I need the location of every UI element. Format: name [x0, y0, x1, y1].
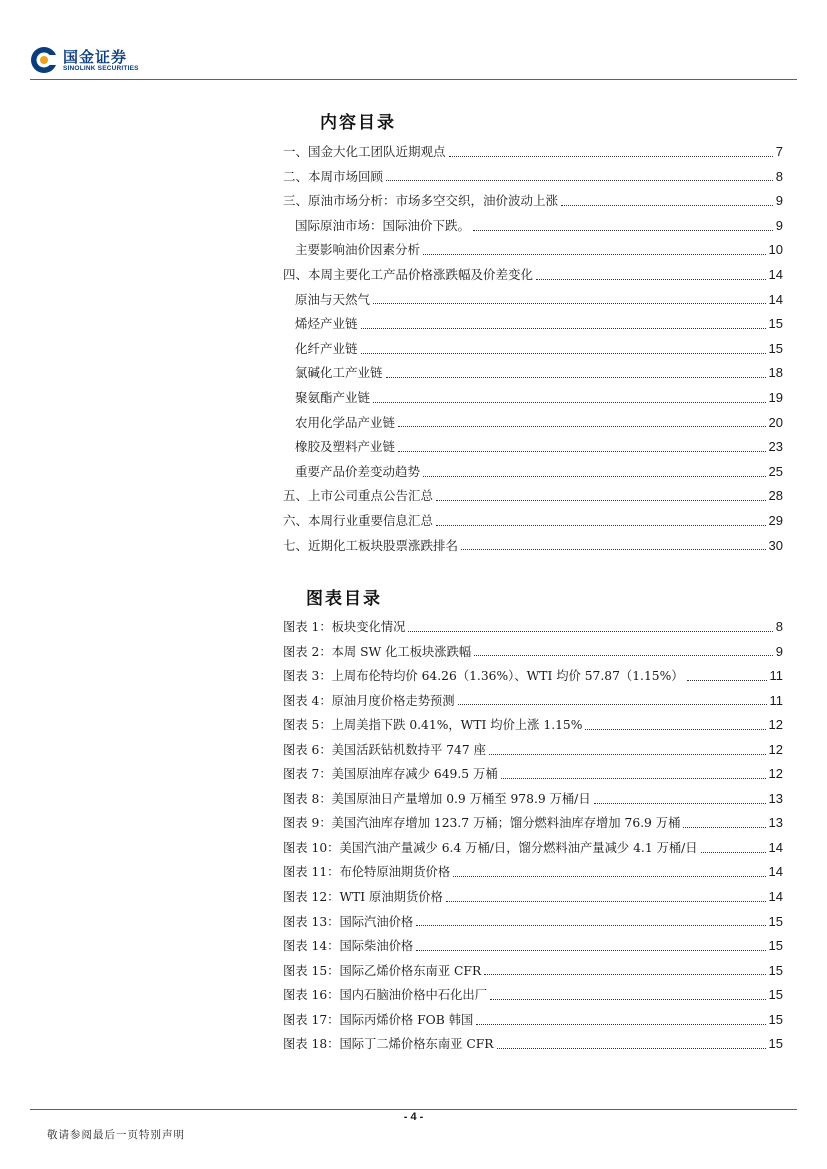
toc-entry-text[interactable]: 一、国金大化工团队近期观点 — [283, 144, 446, 159]
dot-leader — [489, 753, 766, 755]
toc-entry-text[interactable]: 聚氨酯产业链 — [295, 389, 371, 405]
toc-row[interactable] — [283, 263, 783, 288]
figure-entry-text[interactable]: 图表 18：国际丁二烯价格东南亚 CFR — [283, 1037, 494, 1052]
toc-entry-text[interactable]: 五、上市公司重点公告汇总 — [283, 488, 434, 504]
figure-row[interactable] — [283, 1008, 783, 1033]
dot-leader — [501, 777, 766, 779]
figure-row[interactable] — [283, 664, 783, 689]
toc-entry-page[interactable]: 20 — [768, 414, 783, 430]
figure-entry-text[interactable]: 图表 6：美国活跃钻机数持平 747 座 — [283, 742, 486, 757]
dot-leader — [436, 499, 766, 501]
figure-entry-page[interactable]: 15 — [768, 987, 783, 1003]
figure-row[interactable] — [283, 934, 783, 959]
dot-leader — [497, 1047, 766, 1049]
toc-row[interactable] — [283, 214, 783, 239]
dot-leader — [436, 524, 766, 526]
dot-leader — [484, 973, 765, 975]
dot-leader — [416, 949, 765, 951]
figure-row[interactable] — [283, 910, 783, 935]
figure-entry-text[interactable]: 图表 4：原油月度价格走势预测 — [283, 693, 455, 708]
figure-entry-text[interactable]: 图表 13：国际汽油价格 — [283, 914, 414, 929]
figure-entry-page[interactable]: 11 — [769, 668, 783, 684]
figure-entry-text[interactable]: 图表 9：美国汽油库存增加 123.7 万桶；馏分燃料油库存增加 76.9 万桶 — [283, 816, 681, 831]
figure-entry-text[interactable]: 图表 3：上周布伦特均价 64.26（1.36%）、WTI 均价 57.87（1.15%） — [283, 669, 684, 684]
figure-entry-text[interactable]: 图表 11：布伦特原油期货价格 — [283, 865, 451, 880]
dot-leader — [536, 278, 766, 280]
dot-leader — [408, 630, 772, 632]
dot-leader — [449, 155, 773, 157]
toc-entry-text[interactable]: 四、本周主要化工产品价格涨跌幅及价差变化 — [283, 266, 534, 282]
figures-title: 图表目录 — [306, 589, 382, 609]
dot-leader — [416, 924, 765, 926]
figure-entry-text[interactable]: 图表 16：国内石脑油价格中石化出厂 — [283, 988, 488, 1003]
dot-leader — [474, 654, 773, 656]
dot-leader — [461, 548, 766, 550]
dot-leader — [386, 376, 766, 378]
toc-row[interactable] — [283, 361, 783, 386]
toc-row[interactable] — [283, 189, 783, 214]
toc-entry-page[interactable]: 23 — [768, 439, 783, 455]
figure-row[interactable] — [283, 959, 783, 984]
figure-entry-text[interactable]: 图表 8：美国原油日产量增加 0.9 万桶至 978.9 万桶/日 — [283, 791, 591, 806]
toc-entry-page[interactable]: 19 — [768, 389, 783, 405]
figure-row[interactable] — [283, 983, 783, 1008]
footer-divider — [30, 1109, 797, 1110]
toc-entry-page[interactable]: 25 — [768, 463, 783, 479]
toc-row[interactable] — [283, 165, 783, 190]
figure-entry-text[interactable]: 图表 17：国际丙烯价格 FOB 韩国 — [283, 1012, 474, 1027]
figure-entry-text[interactable]: 图表 7：美国原油库存减少 649.5 万桶 — [283, 767, 498, 782]
figure-list — [283, 615, 783, 1057]
toc-entry-page[interactable]: 10 — [768, 242, 783, 258]
toc-entry-page[interactable]: 9 — [775, 193, 783, 209]
toc-entry-text[interactable]: 二、本周市场回顾 — [283, 168, 384, 184]
toc-entry-text[interactable]: 氯碱化工产业链 — [295, 365, 383, 381]
figure-row[interactable] — [283, 689, 783, 714]
toc-entry-page[interactable]: 15 — [768, 316, 783, 332]
dot-leader — [594, 802, 766, 804]
toc-entry-page[interactable]: 7 — [775, 144, 783, 159]
figure-entry-page[interactable]: 14 — [768, 864, 783, 880]
toc-row[interactable] — [283, 484, 783, 509]
figure-row[interactable] — [283, 615, 783, 640]
dot-leader — [398, 450, 766, 452]
toc-entry-page[interactable]: 9 — [775, 217, 783, 233]
figure-entry-page[interactable]: 14 — [768, 889, 783, 905]
dot-leader — [453, 875, 765, 877]
figure-entry-text[interactable]: 图表 2：本周 SW 化工板块涨跌幅 — [283, 644, 472, 659]
figure-entry-page[interactable]: 15 — [768, 1011, 783, 1027]
dot-leader — [446, 900, 766, 902]
figure-row[interactable] — [283, 640, 783, 665]
toc-entry-page[interactable]: 14 — [768, 266, 783, 282]
dot-leader — [683, 826, 765, 828]
toc-entry-page[interactable]: 28 — [768, 488, 783, 504]
dot-leader — [476, 1023, 765, 1025]
toc-entry-page[interactable]: 15 — [768, 340, 783, 356]
figure-entry-page[interactable]: 12 — [768, 741, 783, 757]
toc-row[interactable] — [283, 411, 783, 436]
figure-row[interactable] — [283, 713, 783, 738]
toc-row[interactable] — [283, 288, 783, 313]
toc-entry-text[interactable]: 三、原油市场分析：市场多空交织，油价波动上涨 — [283, 193, 559, 209]
figure-row[interactable] — [283, 811, 783, 836]
toc-entry-text[interactable]: 烯烃产业链 — [295, 316, 358, 332]
figure-entry-page[interactable]: 8 — [775, 619, 783, 634]
page-number: - 4 - — [403, 1111, 424, 1123]
dot-leader — [687, 679, 767, 681]
toc-list — [283, 140, 783, 558]
figure-entry-text[interactable]: 图表 10：美国汽油产量减少 6.4 万桶/日，馏分燃料油产量减少 4.1 万桶/日 — [283, 840, 698, 855]
logo-chinese-name: 国金证券 — [63, 48, 128, 66]
dot-leader — [701, 851, 766, 853]
toc-row[interactable] — [283, 460, 783, 485]
figure-row[interactable] — [283, 1032, 783, 1057]
figure-row[interactable] — [283, 885, 783, 910]
dot-leader — [423, 253, 766, 255]
figure-entry-page[interactable]: 15 — [768, 913, 783, 929]
dot-leader — [585, 728, 765, 730]
toc-entry-text[interactable]: 橡胶及塑料产业链 — [295, 439, 396, 455]
figure-entry-text[interactable]: 图表 5：上周美指下跌 0.41%，WTI 均价上涨 1.15% — [283, 718, 583, 733]
toc-entry-text[interactable]: 六、本周行业重要信息汇总 — [283, 512, 434, 528]
figure-entry-page[interactable]: 15 — [768, 962, 783, 978]
figure-entry-page[interactable]: 14 — [768, 839, 783, 855]
toc-row[interactable] — [283, 140, 783, 165]
figure-entry-page[interactable]: 15 — [768, 1036, 783, 1052]
figure-entry-page[interactable]: 12 — [768, 766, 783, 782]
figure-entry-text[interactable]: 图表 14：国际柴油价格 — [283, 939, 414, 954]
toc-entry-text[interactable]: 农用化学品产业链 — [295, 414, 396, 430]
toc-entry-text[interactable]: 原油与天然气 — [295, 291, 371, 307]
dot-leader — [361, 352, 766, 354]
disclaimer-note: 敬请参阅最后一页特别声明 — [47, 1129, 185, 1141]
toc-title: 内容目录 — [320, 113, 396, 133]
figure-row[interactable] — [283, 762, 783, 787]
figure-entry-page[interactable]: 9 — [775, 643, 783, 659]
figure-entry-page[interactable]: 13 — [768, 815, 783, 831]
company-logo — [30, 46, 160, 76]
figure-row[interactable] — [283, 860, 783, 885]
dot-leader — [373, 401, 766, 403]
toc-row[interactable] — [283, 435, 783, 460]
toc-entry-page[interactable]: 30 — [768, 537, 783, 553]
toc-row[interactable] — [283, 386, 783, 411]
toc-entry-text[interactable]: 主要影响油价因素分析 — [295, 242, 421, 258]
page-header — [0, 0, 827, 80]
sinolink-logo-icon — [30, 46, 58, 74]
dot-leader — [423, 475, 766, 477]
logo-english-name: SINOLINK SECURITIES — [63, 65, 139, 72]
figure-entry-text[interactable]: 图表 12：WTI 原油期货价格 — [283, 890, 443, 905]
toc-row[interactable] — [283, 534, 783, 559]
figure-entry-text[interactable]: 图表 1：板块变化情况 — [283, 620, 406, 634]
dot-leader — [490, 998, 766, 1000]
dot-leader — [398, 425, 766, 427]
figure-entry-page[interactable]: 12 — [768, 717, 783, 733]
dot-leader — [373, 302, 766, 304]
dot-leader — [386, 179, 773, 181]
header-divider — [30, 79, 797, 80]
dot-leader — [458, 703, 767, 705]
figure-entry-page[interactable]: 11 — [769, 692, 783, 708]
dot-leader — [561, 204, 773, 206]
toc-entry-page[interactable]: 29 — [768, 512, 783, 528]
figure-row[interactable] — [283, 836, 783, 861]
toc-row[interactable] — [283, 337, 783, 362]
toc-entry-text[interactable]: 化纤产业链 — [295, 340, 358, 356]
dot-leader — [473, 229, 773, 231]
toc-row[interactable] — [283, 238, 783, 263]
toc-entry-page[interactable]: 18 — [768, 365, 783, 381]
dot-leader — [361, 327, 766, 329]
figure-row[interactable] — [283, 787, 783, 812]
toc-entry-text[interactable]: 七、近期化工板块股票涨跌排名 — [283, 537, 459, 553]
figure-row[interactable] — [283, 738, 783, 763]
figure-entry-page[interactable]: 15 — [768, 938, 783, 954]
toc-row[interactable] — [283, 509, 783, 534]
toc-entry-text[interactable]: 重要产品价差变动趋势 — [295, 463, 421, 479]
figure-entry-page[interactable]: 13 — [768, 790, 783, 806]
toc-entry-text[interactable]: 国际原油市场：国际油价下跌。 — [295, 217, 471, 233]
toc-entry-page[interactable]: 8 — [775, 168, 783, 184]
figure-entry-text[interactable]: 图表 15：国际乙烯价格东南亚 CFR — [283, 963, 482, 978]
toc-row[interactable] — [283, 312, 783, 337]
toc-entry-page[interactable]: 14 — [768, 291, 783, 307]
